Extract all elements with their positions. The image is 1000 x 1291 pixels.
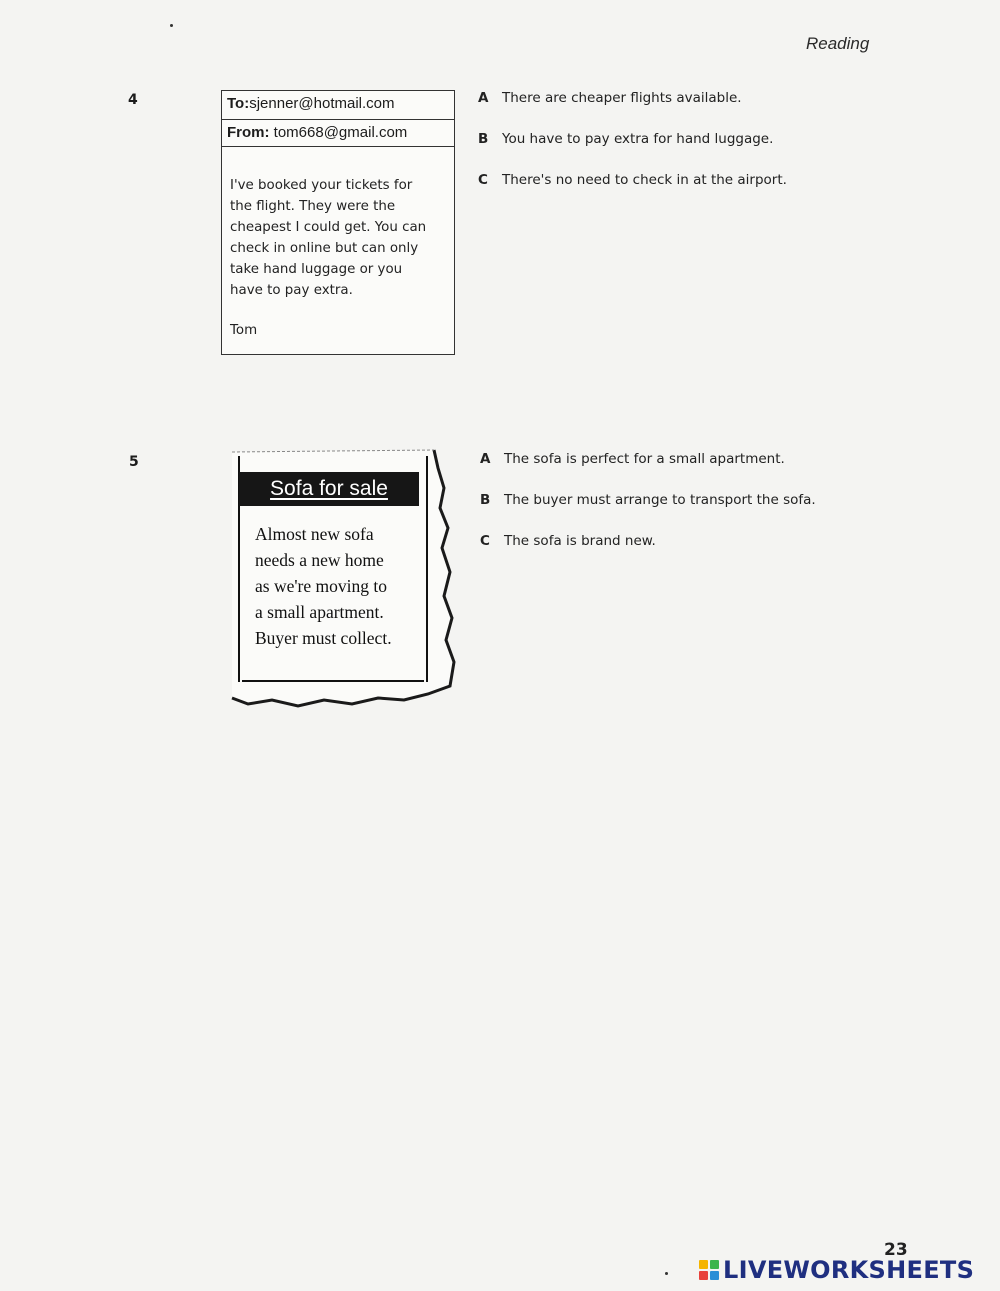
ad-line: Almost new sofa: [255, 524, 374, 544]
answer-option[interactable]: [478, 90, 787, 131]
option-letter: A: [480, 451, 491, 467]
answer-option[interactable]: [480, 451, 816, 492]
answer-options-q5: [480, 451, 816, 574]
answer-options-q4: [478, 90, 787, 213]
ad-title-text: Sofa for sale: [270, 477, 388, 500]
liveworksheets-logo[interactable]: [699, 1255, 974, 1285]
email-from-row: [222, 120, 454, 147]
email-body-line: take hand luggage or you: [230, 262, 403, 277]
email-body-line: I've booked your tickets for: [230, 178, 413, 193]
ad-bottom-rule: [242, 680, 424, 682]
page-number: 23: [884, 1240, 908, 1260]
option-text: There are cheaper flights available.: [502, 90, 742, 106]
email-body: [222, 147, 454, 341]
option-letter: C: [480, 533, 490, 549]
email-body-line: have to pay extra.: [230, 283, 353, 298]
section-title: Reading: [806, 34, 870, 53]
option-text: The buyer must arrange to transport the sofa.: [504, 492, 816, 508]
option-text: There's no need to check in at the airport.: [502, 172, 787, 188]
email-card: [221, 90, 455, 355]
email-from-label: From:: [227, 124, 270, 141]
speck: [170, 24, 173, 27]
option-letter: C: [478, 172, 488, 188]
email-to-row: [222, 91, 454, 120]
option-letter: B: [480, 492, 491, 508]
answer-option[interactable]: [480, 492, 816, 533]
email-signoff: Tom: [230, 323, 258, 338]
email-to-address: sjenner@hotmail.com: [249, 95, 395, 112]
option-letter: B: [478, 131, 489, 147]
ad-line: Buyer must collect.: [255, 628, 392, 648]
answer-option[interactable]: [478, 172, 787, 213]
newspaper-ad: [228, 448, 460, 708]
ad-line: as we're moving to: [255, 576, 387, 596]
option-text: You have to pay extra for hand luggage.: [502, 131, 774, 147]
email-to-label: To:: [227, 95, 250, 112]
answer-option[interactable]: [480, 533, 816, 574]
email-body-line: check in online but can only: [230, 241, 419, 256]
option-text: The sofa is perfect for a small apartment.: [504, 451, 785, 467]
answer-option[interactable]: [478, 131, 787, 172]
email-from-address: tom668@gmail.com: [269, 124, 408, 141]
logo-mark-icon: [699, 1260, 719, 1280]
speck: [665, 1272, 668, 1275]
ad-text: [255, 521, 435, 651]
ad-title: [239, 472, 419, 506]
ad-line: a small apartment.: [255, 602, 384, 622]
question-number: 5: [129, 454, 139, 470]
question-number: 4: [128, 92, 138, 108]
email-body-line: the flight. They were the: [230, 199, 396, 214]
ad-line: needs a new home: [255, 550, 384, 570]
option-letter: A: [478, 90, 489, 106]
option-text: The sofa is brand new.: [504, 533, 656, 549]
email-body-line: cheapest I could get. You can: [230, 220, 427, 235]
logo-wordmark: LIVEWORKSHEETS: [723, 1256, 975, 1284]
